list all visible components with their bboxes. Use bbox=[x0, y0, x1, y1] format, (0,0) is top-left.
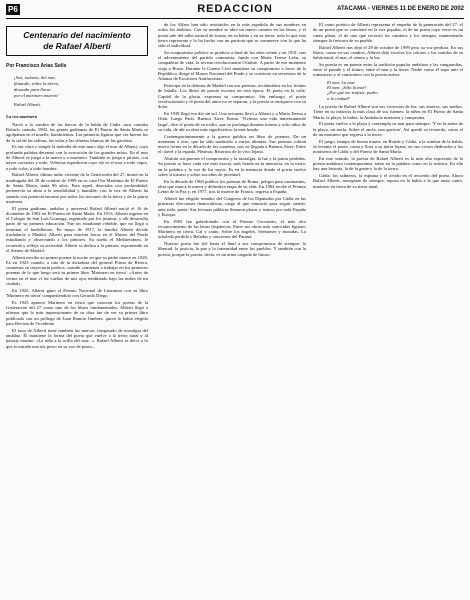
epigraph-author: Rafael Alberti. bbox=[14, 102, 42, 108]
dateline: ATACAMA - VIERNES 11 DE ENERO DE 2002 bbox=[337, 6, 464, 12]
stanza-line: ¿Por qué me trajiste, padre, bbox=[327, 90, 379, 96]
paragraph: de los Alfaro han sido restituidos en la más española de sus nombres en todos los ámbitos. Con su nombre se abre un nuevo camino en las letras, y el poeta sale del taller natural de forma, en su bahía y en su tierra, todo lo que esta tierra representa y lo ha hecho con un patriota que se conmueve con lo que ha sido el individual. bbox=[158, 22, 306, 49]
stanza-line: El mar. La mar. bbox=[327, 79, 356, 85]
section-title: REDACCION bbox=[197, 3, 273, 15]
paragraph: En este sentido, la poesía de Rafael Alberti es la más alta expresión de la poesía andaluza contemporánea, tanto en la palabra como en la música. En ella hay una historia, la de la gente y la de la tierra. bbox=[313, 155, 463, 172]
paragraph: El poeta gaditano, andaluz y universal Rafael Alberti nació el 16 de diciembre de 1902 en El Puerto de Santa María. En 1913, Alberti ingresa en el Colegio de San Luis Gonzaga, regentado por los jesuitas, y allí desarrolla parte de su primera educación. Fue un estudiante rebelde, que no llegó a terminar el bachillerato. En mayo de 1917, la familia Alberti decide trasladarse a Madrid. Alberti pasa muchas horas en el Museo del Prado estudiando y observando a los pintores. Su sueño el Mediterráneo, le recuerda y refleja su actividad. Alberti se dedica a la pintura, exponiendo en el Ateneo de Madrid. bbox=[6, 205, 148, 253]
paragraph: Contemporáneamente a la guerra publica un libro de poemas, De un momento a otro, que ha sido traducido a varios idiomas. Sus poemas cobran nueva forma en la década de los cuarenta, tras su llegada a Buenos Aires: Entre el clavel y la espada, Pleamar, Retornos de lo vivo lejano. bbox=[158, 133, 306, 155]
stanza-line: El mar. ¡Sólo la mar! bbox=[327, 85, 367, 91]
paragraph: Es 1925 aparece Marinero en tierra que conocen los poetas de la Generación del 27 como uno de los libros fundamentales. Alberti llegó a afirmar que lo más impresionante de su obra fue de ver su primer libro publicado con un prólogo de Juan Ramón Jiménez, quien lo había elegido para Revista de Occidente. bbox=[6, 299, 148, 326]
paragraph: Alberti fue elegido senador del Congreso de los Diputados por Cádiz en las primeras elecciones democráticas, cargo al que renunció para seguir siendo, ante todo, poeta. Sus lecturas públicas llenaron plazas y teatros por toda España y Europa. bbox=[158, 195, 306, 217]
page-number: P6 bbox=[8, 5, 18, 14]
epigraph-line: por el marinero muerto! bbox=[14, 93, 59, 99]
paragraph: Nació a la sombra de las barcas de la bahía de Cádiz «nos contaba Rafael» cuando, 1902, las gentes gaditanas de El Puerto de Santa María se agolpaban en el muelle, hambrientas. Las primeras figuras que vio fueron los de la sal de las salinas, las velas y las siluetas blancas de las gaviotas. bbox=[6, 121, 148, 143]
article-title-box bbox=[6, 26, 148, 56]
paragraph: Rafael Alberti nos dejó el 28 de octubre de 1999 pero su voz perdura. En sus libros, como en sus cuadros, Alberti dejó escritos los colores y los sonidos de su bahía natal, el mar, el viento y la luz. bbox=[313, 44, 463, 61]
poem-stanza bbox=[327, 80, 463, 101]
article-title-line-1: Centenario del nacimiento bbox=[23, 30, 131, 40]
paragraph: El poeta vuelve a la playa y contempla su mar para siempre. 'Y en la arena de la playa, un ancla. Sobre el ancla, una gaviota'. Así quedó su recuerdo, como el de un marinero que regresa a la tierra. bbox=[313, 121, 463, 137]
paragraph: La poesía de Rafael Alberti son sus vivencias de luz, sus amores, sus sueños. Tiene en su infancia la más clara de sus fuentes: la niñez en El Puerto de Santa María, la playa, la bahía, la Andalucía marinera y campesina. bbox=[313, 103, 463, 120]
column-2 bbox=[158, 22, 306, 600]
subheading: La voz marinera bbox=[6, 113, 38, 119]
column-3 bbox=[313, 22, 463, 600]
paragraph: Es tan clara y simple la melodía de este mar» dijo el mar de Alberti, cuya profunda palabra derramó con la evocación de los grandes mitos. En el mar de Alberti se juega a la marea y a marinero. También se juega a piratas, con naves corsarias y todo. Velerosa expedición cuyo eje es el mar a todo vapor, a todo color, a todo hombre. bbox=[6, 144, 148, 171]
paragraph: En 1939 llegó ese día sin sol. Una avioneta llevó a Alberti y a María Teresa a Orán. Luego París, Buenos Aires, Roma. 'Vivimos una vida inmensamente larga', dice el poeta de su exilio, que se prolonga durante treinta y ocho años de su vida, de ahí su obra más significativa, la más honda. bbox=[158, 110, 306, 132]
paragraph: Rafael Alberti, último miño viviente de la Generación del 27, murió en la madrugada del 28 de octubre de 1999 en su casa Ora Marítima de El Puerto de Santa María, tenía 96 años. Para aquel, disertaba con profundidad, pertenecía su alma a la sensibilidad y humilde; con la voz de Alberti ha sonado con potencia enorme por todos los rincones de la tierra y de la patria marinera. bbox=[6, 172, 148, 204]
paragraph: Cádiz, los salineros, la espuma y el olvido en el recuerdo del poeta. Ahora Rafael Alberti, navegante de siempre, reposa en la bahía a la que tanto cantó, marinero en tierra de su tierra natal. bbox=[313, 173, 463, 189]
article-title-line-2: de Rafael Alberti bbox=[43, 41, 111, 51]
paragraph: En 1925, Alberti ganó el Premio Nacional de Literatura con su libro 'Marinero en tierra' compartiéndolo con Gerardo Diego. bbox=[6, 287, 148, 299]
paragraph: Abrirán sus puertas el compromiso y la nostalgia, la luz y la patria perdidas. Su poesía se hace cada vez más exacta, más honda en la memoria, en la tierra, en la palabra y la voz de los suyos. Es en la memoria donde el poeta vuelve sobre sí mismo y sobre sus años de juventud. bbox=[158, 156, 306, 177]
paragraph: En la década de 1960 publica los poemas de Roma, peligro para caminantes, obra que marca la nueva y definitiva etapa de su vida. En 1964 recibe el Premio Lenin de la Paz y, en 1977, tras la muerte de Franco, regresa a España. bbox=[158, 178, 306, 195]
paragraph: El canto poético de Alberti representa el empeño de la generación del 27: el de un poeta que se convierte en la voz popular, el de un poeta cuyo verso es un canto pleno, el de uno que recorrió los caminos y los tiempos, manteniendo siempre la frescura de su pueblo. bbox=[313, 22, 463, 43]
paragraph: Nuestro poeta fue fiel hasta el final a sus compromisos de siempre: la libertad, la justicia, la paz y la fraternidad entre los pueblos. Y también con la poesía, porque la poesía, decía, es un arma cargada de futuro. bbox=[158, 241, 306, 257]
epigraph-line: flotando, sobre la tierra, bbox=[14, 81, 60, 87]
paragraph: En 1983 fue galardonado con el Premio Cervantes, el más alto reconocimiento de las letras hispánicas. Entre sus obras más conocidas figuran: Marinero en tierra, Cal y canto, Sobre los ángeles, Sermones y moradas, La arboleda perdida y Baladas y canciones del Paraná. bbox=[158, 218, 306, 240]
column-1 bbox=[6, 22, 148, 594]
paragraph: Alberti escribe su primer poema la noche en que su padre muere en 1920. Es en 1923 cuando, a raíz de la dictadura del general Primo de Rivera, comienza su trayectoria poética, cuando comienza a trabajar en los primeros poemas de lo que luego será su primer libro 'Marinero en tierra'. «Antes de verme en el mar ví las vueltas de mis ojos temblando bajo las nubes de mi ciudad». bbox=[6, 254, 148, 287]
stanza-line: a la ciudad? bbox=[327, 95, 350, 101]
paragraph: Su poesía es un puente entre la tradición popular andaluza y las vanguardias, entre el pasado y el futuro, entre el mar y la tierra. Nadie como él supo unir el romancero y el cancionero con la poesía nueva. bbox=[313, 61, 463, 78]
paragraph: El tono de Alberti tiene también las marcas, traspasado de nostalgia del andaluz. Él mantiene la forma del poeta que vuelve a la tierra natal y al paisaje marino: «La niña a la orilla del mar...». Rafael Alberti es decir a lo que la mirada una ola preso en su voz de poeta... bbox=[6, 327, 148, 349]
page-header bbox=[6, 4, 464, 19]
epigraph bbox=[14, 75, 148, 99]
paragraph: Su compromiso político se produce a final de los años veinte y en 1931, tras el advenimiento del partido comunista, funda con María Teresa León, su compañera de vida, la revista revolucionaria Octubre. A partir de ese momento viaja a Rusia. Durante la Guerra Civil mantiene su compromiso a favor de la República, dirige el Museo Nacional del Prado y se convierte en secretario de la Alianza de Escritores Antifascistas. bbox=[158, 49, 306, 82]
epigraph-line: desnuda para llorar bbox=[14, 87, 52, 93]
byline: Por Francisco Arias Solís bbox=[6, 63, 67, 69]
paragraph: Participa en la defensa de Madrid con sus poemas, recitándolos en los frentes de batalla. Los libros de poesía escritos en esta época, El poeta en la calle, Capital de la gloria, expresan su compromiso. Sin embargo, el poeta revolucionario y el poeta del amor no se separan, y la poesía se enriquece con su dolor. bbox=[158, 83, 306, 110]
paragraph: El juego, tiempo de buena marea, en Ronda y Cádiz, a la sombra de la bahía, se levanta el poeta, canta y llora a su tierra lejana, en sus versos dedicados a los marineros de Cádiz y del Puerto de Santa María. bbox=[313, 138, 463, 155]
epigraph-line: ¡Sisí, todavía, del mar, bbox=[14, 75, 56, 81]
